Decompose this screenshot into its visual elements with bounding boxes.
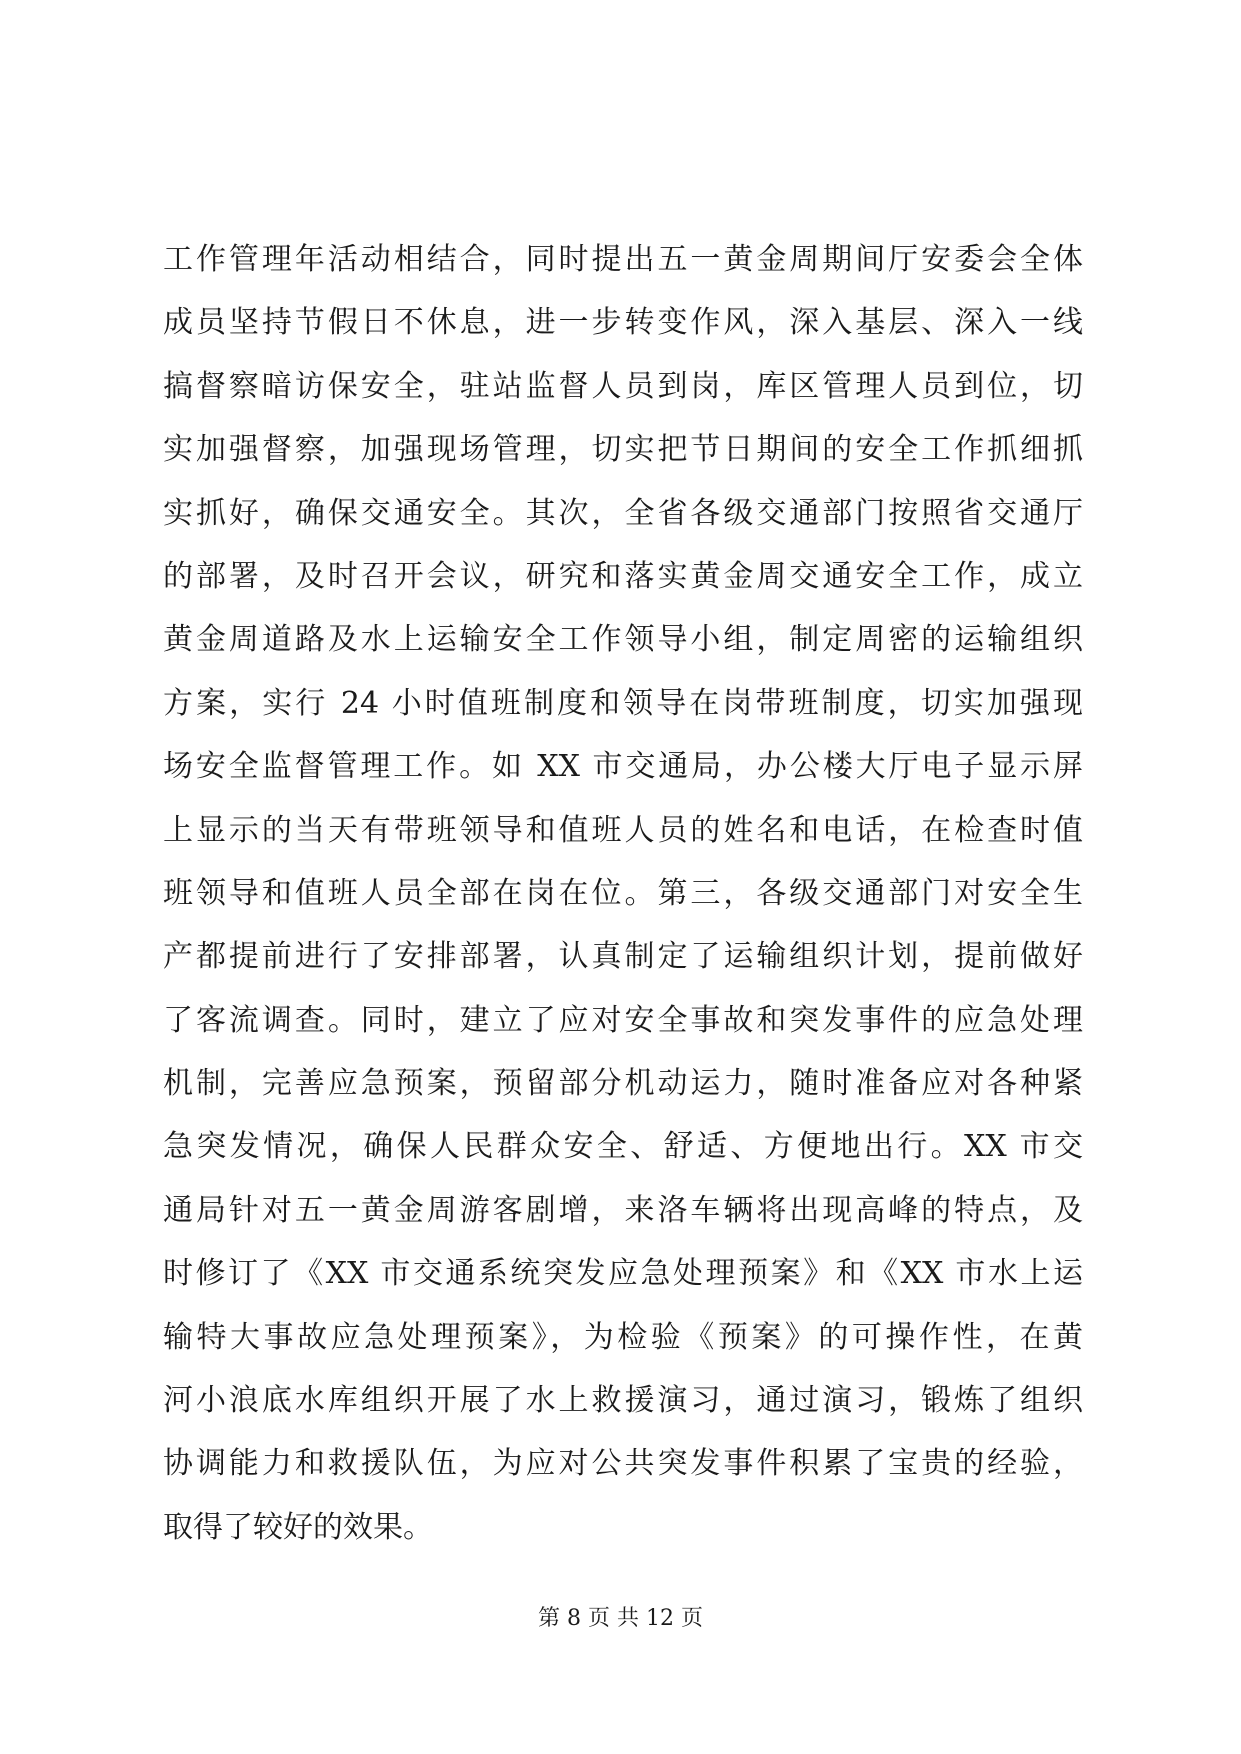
text-line: 成员坚持节假日不休息，进一步转变作风，深入基层、深入一线 bbox=[163, 305, 1083, 341]
text-line: 产都提前进行了安排部署，认真制定了运输组织计划，提前做好 bbox=[163, 939, 1083, 975]
text-line: 班领导和值班人员全部在岗在位。第三，各级交通部门对安全生 bbox=[163, 875, 1083, 911]
text-line: 工作管理年活动相结合，同时提出五一黄金周期间厅安委会全体 bbox=[163, 242, 1083, 277]
text-line-last: 取得了较好的效果。 bbox=[163, 1509, 433, 1545]
text-line: 实抓好，确保交通安全。其次，全省各级交通部门按照省交通厅 bbox=[163, 495, 1083, 531]
text-line: 机制，完善应急预案，预留部分机动运力，随时准备应对各种紧 bbox=[163, 1066, 1083, 1102]
text-line: 河小浪底水库组织开展了水上救援演习，通过演习，锻炼了组织 bbox=[163, 1383, 1083, 1419]
text-line: 方案，实行 24 小时值班制度和领导在岗带班制度，切实加强现 bbox=[163, 685, 1083, 721]
text-line: 场安全监督管理工作。如 XX 市交通局，办公楼大厅电子显示屏 bbox=[163, 749, 1083, 785]
text-line: 通局针对五一黄金周游客剧增，来洛车辆将出现高峰的特点，及 bbox=[163, 1192, 1083, 1228]
text-line: 时修订了《XX 市交通系统突发应急处理预案》和《XX 市水上运 bbox=[163, 1256, 1083, 1292]
text-line: 输特大事故应急处理预案》，为检验《预案》的可操作性，在黄 bbox=[163, 1319, 1083, 1355]
text-line: 协调能力和救援队伍，为应对公共突发事件积累了宝贵的经验， bbox=[163, 1446, 1083, 1482]
text-line: 的部署，及时召开会议，研究和落实黄金周交通安全工作，成立 bbox=[163, 558, 1083, 594]
text-line: 实加强督察，加强现场管理，切实把节日期间的安全工作抓细抓 bbox=[163, 432, 1083, 468]
text-line: 了客流调查。同时，建立了应对安全事故和突发事件的应急处理 bbox=[163, 1002, 1083, 1038]
text-line: 上显示的当天有带班领导和值班人员的姓名和电话，在检查时值 bbox=[163, 812, 1083, 848]
text-line: 急突发情况，确保人民群众安全、舒适、方便地出行。XX 市交 bbox=[163, 1129, 1083, 1165]
body-paragraph bbox=[163, 228, 1083, 1559]
text-line: 黄金周道路及水上运输安全工作领导小组，制定周密的运输组织 bbox=[163, 622, 1083, 658]
text-line: 搞督察暗访保安全，驻站监督人员到岗，库区管理人员到位，切 bbox=[163, 368, 1083, 404]
page-number-footer: 第 8 页 共 12 页 bbox=[538, 1606, 703, 1631]
